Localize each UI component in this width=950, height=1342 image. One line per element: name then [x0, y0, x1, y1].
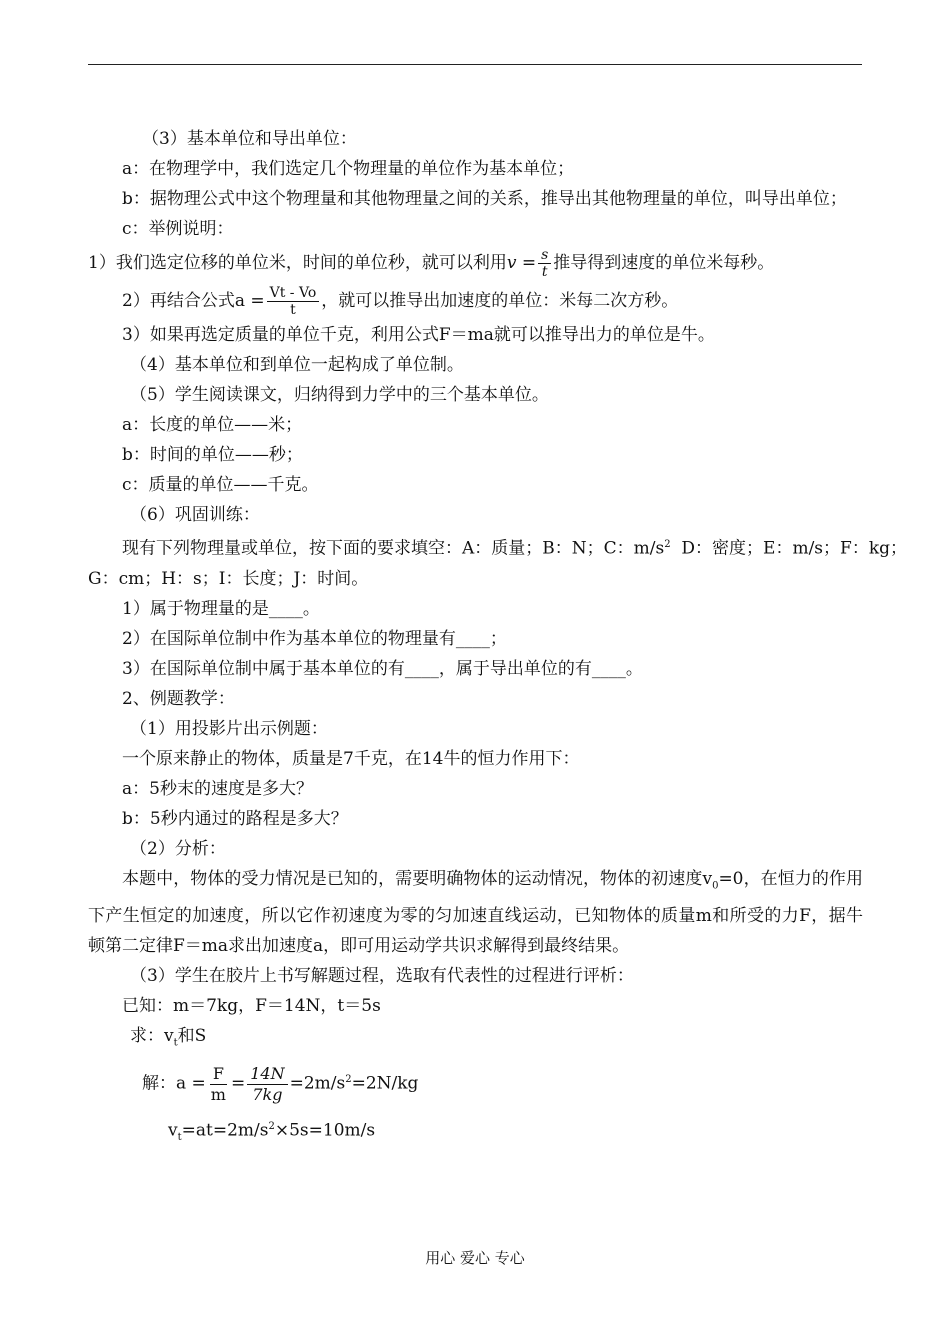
question-item: 1）属于物理量的是____。	[122, 598, 320, 619]
paragraph-formula-acceleration: 2）再结合公式a = $\frac{Vt - Vo}{t}$ ，就可以推导出加速度的单位：米每二次方秒。	[122, 285, 679, 318]
header-rule	[88, 64, 862, 65]
page-footer: 用心 爱心 专心	[425, 1249, 525, 1267]
analysis-paragraph: 本题中，物体的受力情况是已知的，需要明确物体的运动情况，物体的初速度$v_0=0$，在恒力的作用下产生恒定的加速度，所以它作初速度为零的匀加速直线运动，已知物体的质量m和所受的力F，据牛顿第二定律F＝ma求出加速度a，即可用运动学共识求解得到最终结果。	[88, 868, 864, 957]
fraction: $\frac{Vt - Vo}{t}$	[267, 285, 320, 318]
question-item: 2）在国际单位制中作为基本单位的物理量有____；	[122, 628, 507, 649]
paragraph: b：5秒内通过的路程是多大？	[122, 808, 348, 829]
known-values: 已知：m＝7kg，F＝14N，t＝5s	[122, 996, 381, 1017]
paragraph: G：cm；H：s；I：长度；J：时间。	[88, 568, 369, 589]
paragraph: b：据物理公式中这个物理量和其他物理量之间的关系，推导出其他物理量的单位，叫导出单位；	[122, 189, 847, 209]
paragraph: 3）如果再选定质量的单位千克，利用公式F＝ma就可以推导出力的单位是牛。	[122, 325, 715, 345]
paragraph: b：时间的单位——秒；	[122, 445, 303, 465]
question-item: 3）在国际单位制中属于基本单位的有____，属于导出单位的有____。	[122, 658, 643, 679]
paragraph: （4）基本单位和到单位一起构成了单位制。	[130, 355, 464, 375]
section-heading: （6）巩固训练：	[130, 505, 260, 525]
section-heading: （1）用投影片出示例题：	[130, 718, 328, 739]
section-heading: 2、例题教学：	[122, 688, 235, 709]
fraction: $\frac{s}{t}$	[538, 247, 551, 280]
paragraph: c：质量的单位——千克。	[122, 475, 319, 495]
section-heading: （2）分析：	[130, 838, 226, 859]
paragraph: a：5秒末的速度是多大？	[122, 778, 313, 799]
fraction: $\frac{14N}{7kg}$	[247, 1064, 287, 1105]
fraction: $\frac{F}{m}$	[210, 1064, 226, 1105]
formula-var: v =	[506, 253, 537, 273]
paragraph-formula-velocity: 1）我们选定位移的单位米，时间的单位秒，就可以利用v = $\frac{s}{t}$ 推导得到速度的单位米每秒。	[88, 247, 775, 280]
find-line: 求：$v_t$和S	[130, 1026, 207, 1049]
paragraph: a：在物理学中，我们选定几个物理量的单位作为基本单位；	[122, 159, 575, 179]
document-body	[88, 124, 908, 1153]
paragraph: 一个原来静止的物体，质量是7千克，在14牛的恒力作用下：	[122, 748, 580, 769]
solution-line: $v_t=at=2m/s^2\times 5s=10m/s$	[168, 1120, 376, 1144]
section-heading: （3）学生在胶片上书写解题过程，选取有代表性的过程进行评析：	[130, 966, 634, 987]
solution-line: 解：a = $\frac{F}{m}$ = $\frac{14N}{7kg}$ $=2m/s^2=2N/kg$	[142, 1064, 419, 1105]
formula-var: a =	[234, 291, 265, 311]
paragraph: a：长度的单位——米；	[122, 415, 303, 435]
paragraph: （5）学生阅读课文，归纳得到力学中的三个基本单位。	[130, 385, 549, 405]
paragraph: 现有下列物理量或单位，按下面的要求填空：A：质量；B：N；C：$m/s^2$ D：密度；E：m/s；F：kg；	[122, 538, 908, 559]
section-heading: （3）基本单位和导出单位：	[142, 129, 357, 149]
paragraph: c：举例说明：	[122, 219, 234, 239]
